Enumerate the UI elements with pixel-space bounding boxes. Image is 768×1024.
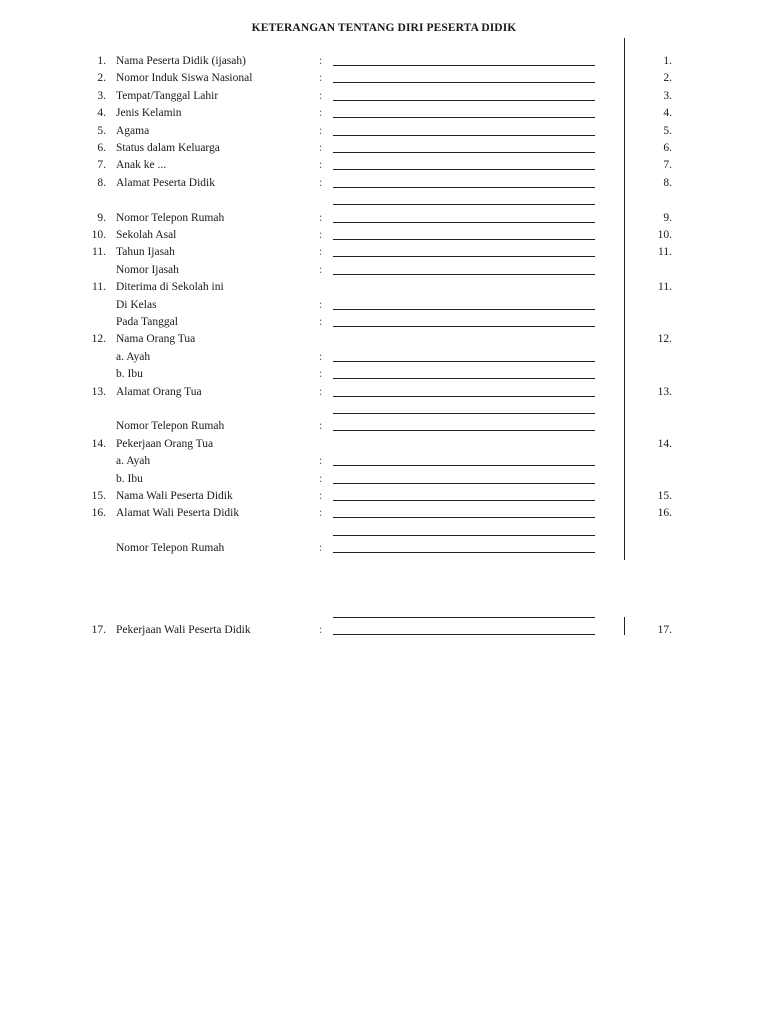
fill-in-line[interactable] — [333, 65, 595, 66]
row-number: 8. — [97, 176, 106, 189]
form-row — [0, 140, 768, 157]
right-column-number: 5. — [663, 124, 672, 137]
form-row — [0, 53, 768, 70]
right-column-number: 13. — [657, 385, 672, 398]
form-row — [0, 70, 768, 87]
right-column-number: 14. — [657, 437, 672, 450]
right-column-number: 16. — [657, 507, 672, 520]
fill-in-line[interactable] — [333, 256, 595, 257]
row-colon: : — [319, 472, 323, 485]
right-column-number: 3. — [663, 89, 672, 102]
row-number: 9. — [97, 211, 106, 224]
row-colon: : — [319, 263, 323, 276]
row-label: Tahun Ijasah — [116, 246, 175, 259]
row-label: Nomor Telepon Rumah — [116, 211, 225, 224]
row-colon: : — [319, 72, 323, 85]
form-row — [0, 123, 768, 140]
row-colon: : — [319, 455, 323, 468]
row-colon: : — [319, 507, 323, 520]
form-row — [0, 297, 768, 314]
row-colon: : — [319, 107, 323, 120]
fill-in-line[interactable] — [333, 634, 595, 635]
fill-in-line[interactable] — [333, 430, 595, 431]
fill-in-line[interactable] — [333, 517, 595, 518]
form-row — [0, 192, 768, 209]
right-column-number: 8. — [663, 176, 672, 189]
row-colon: : — [319, 298, 323, 311]
row-number: 2. — [97, 72, 106, 85]
form-row — [0, 175, 768, 192]
row-number: 13. — [91, 385, 106, 398]
row-label: Di Kelas — [116, 298, 157, 311]
form-row — [0, 436, 768, 453]
form-row — [0, 523, 768, 540]
fill-in-line[interactable] — [333, 396, 595, 397]
row-colon: : — [319, 159, 323, 172]
form-row — [0, 88, 768, 105]
row-colon: : — [319, 542, 323, 555]
form-row — [0, 157, 768, 174]
row-label: a. Ayah — [116, 350, 151, 363]
fill-in-line[interactable] — [333, 326, 595, 327]
right-column-number: 12. — [657, 333, 672, 346]
right-column-number: 9. — [663, 211, 672, 224]
form-row — [0, 453, 768, 470]
row-colon: : — [319, 211, 323, 224]
form-row — [0, 227, 768, 244]
form-row — [0, 262, 768, 279]
form-row — [0, 366, 768, 383]
row-label: Nama Orang Tua — [116, 333, 196, 346]
form-row — [0, 105, 768, 122]
form-row-last — [0, 622, 768, 639]
right-column-number: 11. — [658, 246, 672, 259]
right-column-number: 4. — [663, 107, 672, 120]
row-number: 11. — [92, 246, 106, 259]
form-row — [0, 244, 768, 261]
form-row — [0, 210, 768, 227]
fill-in-line[interactable] — [333, 378, 595, 379]
row-label: Agama — [116, 124, 150, 137]
fill-in-line[interactable] — [333, 187, 595, 188]
row-label: Pekerjaan Wali Peserta Didik — [116, 624, 251, 636]
fill-in-line[interactable] — [333, 169, 595, 170]
vertical-divider-main — [624, 38, 625, 560]
fill-in-line[interactable] — [333, 465, 595, 466]
right-column-number: 6. — [663, 142, 672, 154]
form-row — [0, 384, 768, 401]
row-number: 11. — [92, 281, 106, 294]
row-label: Alamat Wali Peserta Didik — [116, 507, 240, 520]
right-column-number: 11. — [658, 281, 672, 294]
row-number: 6. — [97, 142, 106, 154]
row-label: Jenis Kelamin — [116, 107, 182, 120]
row-label: Sekolah Asal — [116, 229, 177, 241]
row-label: Nama Peserta Didik (ijasah) — [116, 55, 246, 67]
fill-in-line[interactable] — [333, 552, 595, 553]
fill-in-line[interactable] — [333, 535, 595, 536]
fill-in-line[interactable] — [333, 274, 595, 275]
right-column-number: 10. — [657, 229, 672, 241]
row-colon: : — [319, 124, 323, 137]
fill-in-line[interactable] — [333, 361, 595, 362]
right-column-number: 7. — [663, 159, 672, 172]
row-label: Nomor Telepon Rumah — [116, 420, 225, 433]
row-number: 17. — [91, 624, 106, 636]
row-number: 1. — [97, 55, 106, 67]
fill-in-line[interactable] — [333, 483, 595, 484]
row-label: Nomor Telepon Rumah — [116, 542, 225, 555]
row-colon: : — [319, 624, 323, 636]
form-row — [0, 488, 768, 505]
fill-in-line[interactable] — [333, 413, 595, 414]
fill-in-line[interactable] — [333, 617, 595, 618]
row-colon: : — [319, 316, 323, 328]
fill-in-line[interactable] — [333, 239, 595, 240]
right-column-number: 17. — [657, 624, 672, 636]
fill-in-line[interactable] — [333, 135, 595, 136]
form-row — [0, 401, 768, 418]
row-label: Pada Tanggal — [116, 316, 178, 328]
form-row — [0, 331, 768, 348]
form-row — [0, 505, 768, 522]
fill-in-line[interactable] — [333, 204, 595, 205]
form-row — [0, 540, 768, 557]
fill-in-line[interactable] — [333, 500, 595, 501]
row-label: a. Ayah — [116, 455, 151, 468]
fill-in-line[interactable] — [333, 309, 595, 310]
fill-in-line[interactable] — [333, 100, 595, 101]
row-colon: : — [319, 55, 323, 67]
row-label: Diterima di Sekolah ini — [116, 281, 224, 294]
row-number: 4. — [97, 107, 106, 120]
document-title: KETERANGAN TENTANG DIRI PESERTA DIDIK — [251, 22, 517, 34]
fill-in-line[interactable] — [333, 152, 595, 153]
form-row — [0, 349, 768, 366]
row-number: 14. — [91, 437, 106, 450]
form-row — [0, 471, 768, 488]
row-number: 10. — [91, 229, 106, 241]
row-label: Nomor Ijasah — [116, 263, 179, 276]
row-colon: : — [319, 229, 323, 241]
row-colon: : — [319, 420, 323, 433]
row-colon: : — [319, 490, 323, 502]
form-row — [0, 418, 768, 435]
right-column-number: 1. — [663, 55, 672, 67]
row-number: 12. — [91, 333, 106, 346]
row-label: Tempat/Tanggal Lahir — [116, 89, 219, 102]
form-row — [0, 314, 768, 331]
row-number: 15. — [91, 490, 106, 502]
row-number: 3. — [97, 89, 106, 102]
row-label: Nomor Induk Siswa Nasional — [116, 72, 253, 85]
row-label: Alamat Orang Tua — [116, 385, 202, 398]
row-colon: : — [319, 89, 323, 102]
row-label: Alamat Peserta Didik — [116, 176, 216, 189]
row-colon: : — [319, 385, 323, 398]
form-row — [0, 279, 768, 296]
row-label: Nama Wali Peserta Didik — [116, 490, 233, 502]
row-label: b. Ibu — [116, 368, 143, 381]
fill-in-line[interactable] — [333, 82, 595, 83]
row-number: 5. — [97, 124, 106, 137]
row-colon: : — [319, 176, 323, 189]
row-colon: : — [319, 368, 323, 381]
row-label: Anak ke ... — [116, 159, 167, 172]
row-label: b. Ibu — [116, 472, 143, 485]
row-colon: : — [319, 246, 323, 259]
vertical-divider-short — [624, 617, 625, 635]
row-label: Pekerjaan Orang Tua — [116, 437, 214, 450]
right-column-number: 15. — [657, 490, 672, 502]
fill-in-line[interactable] — [333, 117, 595, 118]
row-label: Status dalam Keluarga — [116, 142, 220, 154]
fill-in-line[interactable] — [333, 222, 595, 223]
row-number: 7. — [97, 159, 106, 172]
row-number: 16. — [91, 507, 106, 520]
right-column-number: 2. — [663, 72, 672, 85]
row-colon: : — [319, 142, 323, 154]
row-colon: : — [319, 350, 323, 363]
